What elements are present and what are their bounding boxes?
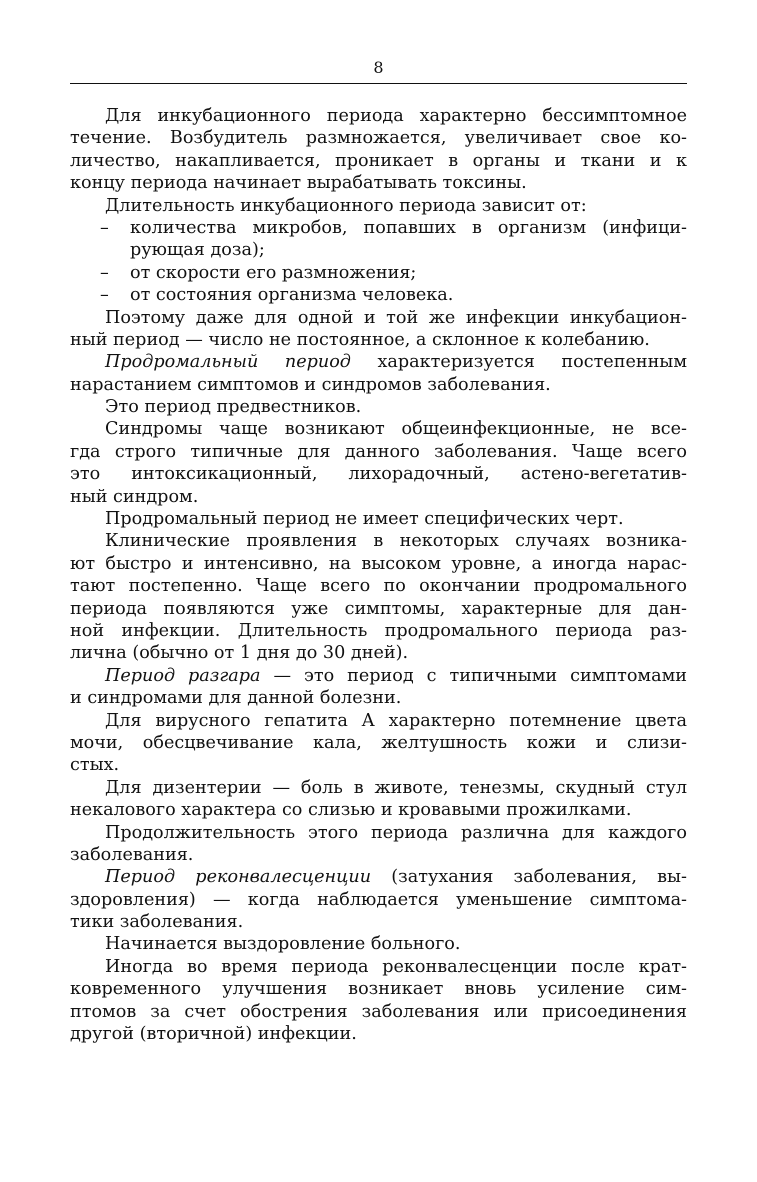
- text-line: Это период предвестников.: [105, 397, 362, 418]
- list-item: [70, 217, 687, 239]
- text-line: ной инфекции. Длительность продромального периода раз-: [70, 620, 687, 641]
- text-line: другой (вторичной) инфекции.: [70, 1024, 357, 1045]
- text-line: [70, 866, 687, 888]
- text-line: концу периода начинает вырабатывать токсины.: [70, 173, 527, 194]
- text-line: Синдромы чаще возникают общеинфекционные, не все-: [105, 419, 687, 440]
- text-line: Длительность инкубационного периода зависит от:: [105, 195, 587, 216]
- text-line: заболевания.: [70, 844, 194, 865]
- text-span: характеризуется постепенным: [350, 352, 687, 373]
- text-line: [70, 665, 687, 687]
- text-line: течение. Возбудитель размножается, увеличивает свое ко-: [70, 128, 687, 149]
- text-line: Для дизентерии — боль в животе, тенезмы, скудный стул: [105, 777, 687, 798]
- text-span: (затухания заболевания, вы-: [371, 867, 687, 888]
- text-line: ный период — число не постоянное, а склонное к колебанию.: [70, 329, 650, 350]
- text-line: Иногда во время периода реконвалесценции после крат-: [105, 956, 687, 977]
- dash-marker: –: [100, 217, 109, 238]
- text-line: периода появляются уже симптомы, характерные для дан-: [70, 598, 687, 619]
- dash-marker: –: [100, 285, 109, 306]
- text-line: тики заболевания.: [70, 912, 244, 933]
- body-text: [70, 105, 687, 1045]
- text-line: это интоксикационный, лихорадочный, астено-вегетатив-: [70, 464, 687, 485]
- text-line: птомов за счет обострения заболевания или присоединения: [70, 1001, 687, 1022]
- list-item-text: от скорости его размножения;: [130, 262, 417, 283]
- text-line: Поэтому даже для одной и той же инфекции инкубацион-: [105, 307, 687, 328]
- term-italic: Продромальный период: [105, 352, 351, 373]
- text-line: Продолжительность этого периода различна для каждого: [105, 822, 687, 843]
- text-line: Для инкубационного периода характерно бессимптомное: [105, 106, 687, 126]
- list-item-text: от состояния организма человека.: [130, 285, 454, 306]
- text-line: тают постепенно. Чаще всего по окончании продромального: [70, 576, 687, 597]
- list-item-text: количества микробов, попавших в организм (инфици-: [130, 217, 687, 238]
- text-span: — это период с типичными симптомами: [260, 665, 687, 686]
- page-number: 8: [373, 58, 384, 77]
- text-line: ковременного улучшения возникает вновь усиление сим-: [70, 979, 687, 1000]
- text-line: лична (обычно от 1 дня до 30 дней).: [70, 643, 409, 664]
- term-italic: Период разгара: [105, 665, 261, 686]
- text-line: Для вирусного гепатита А характерно потемнение цвета: [105, 710, 687, 731]
- text-line: личество, накапливается, проникает в органы и ткани и к: [70, 150, 687, 171]
- list-item: [70, 284, 687, 306]
- text-line: Клинические проявления в некоторых случаях возника-: [105, 531, 687, 552]
- text-line: нарастанием симптомов и синдромов заболевания.: [70, 374, 551, 395]
- text-line: [70, 351, 687, 373]
- list-item-continuation: рующая доза);: [130, 240, 265, 261]
- text-line: стых.: [70, 755, 120, 776]
- dash-marker: –: [100, 262, 109, 283]
- text-line: Начинается выздоровление больного.: [105, 934, 461, 955]
- header-rule: [70, 83, 687, 84]
- list-item: [70, 262, 687, 284]
- text-line: ный синдром.: [70, 486, 199, 507]
- term-italic: Период реконвалесценции: [105, 867, 372, 888]
- text-line: некалового характера со слизью и кровавыми прожилками.: [70, 800, 632, 821]
- text-line: и синдромами для данной болезни.: [70, 688, 402, 709]
- text-line: гда строго типичные для данного заболевания. Чаще всего: [70, 441, 687, 462]
- text-line: ют быстро и интенсивно, на высоком уровне, а иногда нарас-: [70, 553, 687, 574]
- text-line: здоровления) — когда наблюдается уменьшение симптома-: [70, 889, 687, 910]
- text-line: мочи, обесцвечивание кала, желтушность кожи и слизи-: [70, 732, 687, 753]
- text-line: Продромальный период не имеет специфических черт.: [105, 509, 624, 530]
